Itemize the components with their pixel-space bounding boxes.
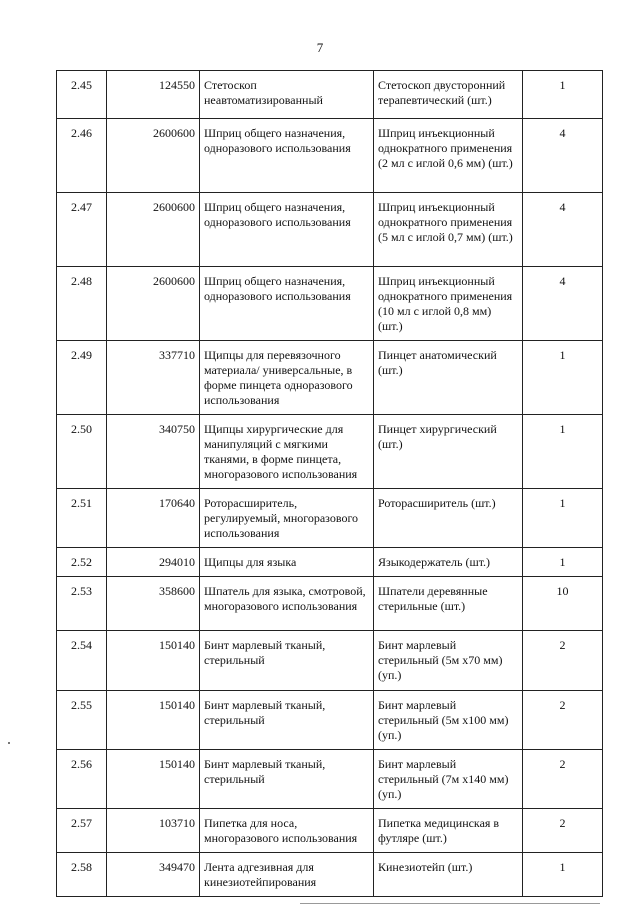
quantity-cell: 4 bbox=[523, 193, 603, 267]
row-number-cell: 2.47 bbox=[57, 193, 107, 267]
quantity-cell: 2 bbox=[523, 750, 603, 809]
product-name-cell: Шприц общего назначения, одноразового использования bbox=[200, 119, 374, 193]
product-code-cell: 124550 bbox=[107, 71, 200, 119]
row-number-cell: 2.54 bbox=[57, 631, 107, 691]
product-code-cell: 2600600 bbox=[107, 193, 200, 267]
quantity-cell: 2 bbox=[523, 631, 603, 691]
table-row bbox=[57, 691, 603, 750]
row-number-cell: 2.46 bbox=[57, 119, 107, 193]
table-row bbox=[57, 809, 603, 853]
row-number-cell: 2.56 bbox=[57, 750, 107, 809]
quantity-cell: 1 bbox=[523, 71, 603, 119]
row-number-cell: 2.52 bbox=[57, 548, 107, 577]
quantity-cell: 4 bbox=[523, 267, 603, 341]
item-description-cell: Шприц инъекционный однократного применения (2 мл с иглой 0,6 мм) (шт.) bbox=[374, 119, 523, 193]
product-name-cell: Щипцы для перевязочного материала/ универсальные, в форме пинцета одноразового использования bbox=[200, 341, 374, 415]
table-row bbox=[57, 267, 603, 341]
scan-artifact bbox=[8, 742, 10, 744]
item-description-cell: Кинезиотейп (шт.) bbox=[374, 853, 523, 897]
product-name-cell: Щипцы хирургические для манипуляций с мягкими тканями, в форме пинцета, многоразового использования bbox=[200, 415, 374, 489]
product-code-cell: 349470 bbox=[107, 853, 200, 897]
table-row bbox=[57, 71, 603, 119]
row-number-cell: 2.45 bbox=[57, 71, 107, 119]
row-number-cell: 2.57 bbox=[57, 809, 107, 853]
product-name-cell: Бинт марлевый тканый, стерильный bbox=[200, 691, 374, 750]
product-name-cell: Бинт марлевый тканый, стерильный bbox=[200, 750, 374, 809]
product-code-cell: 103710 bbox=[107, 809, 200, 853]
product-code-cell: 340750 bbox=[107, 415, 200, 489]
row-number-cell: 2.50 bbox=[57, 415, 107, 489]
quantity-cell: 10 bbox=[523, 577, 603, 631]
table-row bbox=[57, 631, 603, 691]
quantity-cell: 2 bbox=[523, 809, 603, 853]
quantity-cell: 2 bbox=[523, 691, 603, 750]
item-description-cell: Шприц инъекционный однократного применения (10 мл с иглой 0,8 мм) (шт.) bbox=[374, 267, 523, 341]
table-row bbox=[57, 415, 603, 489]
table-row bbox=[57, 750, 603, 809]
product-code-cell: 150140 bbox=[107, 631, 200, 691]
product-code-cell: 2600600 bbox=[107, 267, 200, 341]
item-description-cell: Языкодержатель (шт.) bbox=[374, 548, 523, 577]
item-description-cell: Шпатели деревянные стерильные (шт.) bbox=[374, 577, 523, 631]
product-name-cell: Бинт марлевый тканый, стерильный bbox=[200, 631, 374, 691]
scan-edge-line bbox=[300, 903, 600, 904]
item-description-cell: Бинт марлевый стерильный (5м х70 мм) (уп.) bbox=[374, 631, 523, 691]
product-code-cell: 337710 bbox=[107, 341, 200, 415]
quantity-cell: 1 bbox=[523, 341, 603, 415]
quantity-cell: 4 bbox=[523, 119, 603, 193]
item-description-cell: Бинт марлевый стерильный (7м х140 мм) (уп.) bbox=[374, 750, 523, 809]
product-name-cell: Шпатель для языка, смотровой, многоразового использования bbox=[200, 577, 374, 631]
table-row bbox=[57, 548, 603, 577]
product-code-cell: 294010 bbox=[107, 548, 200, 577]
product-name-cell: Стетоскоп неавтоматизированный bbox=[200, 71, 374, 119]
quantity-cell: 1 bbox=[523, 853, 603, 897]
table-row bbox=[57, 577, 603, 631]
table-row bbox=[57, 489, 603, 548]
row-number-cell: 2.49 bbox=[57, 341, 107, 415]
product-code-cell: 150140 bbox=[107, 691, 200, 750]
item-description-cell: Пипетка медицинская в футляре (шт.) bbox=[374, 809, 523, 853]
product-code-cell: 358600 bbox=[107, 577, 200, 631]
row-number-cell: 2.51 bbox=[57, 489, 107, 548]
item-description-cell: Шприц инъекционный однократного применения (5 мл с иглой 0,7 мм) (шт.) bbox=[374, 193, 523, 267]
equipment-table-body bbox=[57, 71, 603, 897]
product-code-cell: 2600600 bbox=[107, 119, 200, 193]
quantity-cell: 1 bbox=[523, 548, 603, 577]
item-description-cell: Пинцет анатомический (шт.) bbox=[374, 341, 523, 415]
product-name-cell: Шприц общего назначения, одноразового использования bbox=[200, 267, 374, 341]
row-number-cell: 2.53 bbox=[57, 577, 107, 631]
equipment-table bbox=[56, 70, 603, 897]
table-row bbox=[57, 853, 603, 897]
table-row bbox=[57, 341, 603, 415]
item-description-cell: Роторасширитель (шт.) bbox=[374, 489, 523, 548]
quantity-cell: 1 bbox=[523, 489, 603, 548]
table-row bbox=[57, 193, 603, 267]
row-number-cell: 2.48 bbox=[57, 267, 107, 341]
item-description-cell: Стетоскоп двусторонний терапевтический (шт.) bbox=[374, 71, 523, 119]
quantity-cell: 1 bbox=[523, 415, 603, 489]
row-number-cell: 2.58 bbox=[57, 853, 107, 897]
page-number: 7 bbox=[316, 40, 324, 55]
product-name-cell: Роторасширитель, регулируемый, многоразового использования bbox=[200, 489, 374, 548]
product-code-cell: 170640 bbox=[107, 489, 200, 548]
product-code-cell: 150140 bbox=[107, 750, 200, 809]
item-description-cell: Пинцет хирургический (шт.) bbox=[374, 415, 523, 489]
product-name-cell: Пипетка для носа, многоразового использования bbox=[200, 809, 374, 853]
item-description-cell: Бинт марлевый стерильный (5м х100 мм) (уп.) bbox=[374, 691, 523, 750]
product-name-cell: Шприц общего назначения, одноразового использования bbox=[200, 193, 374, 267]
product-name-cell: Лента адгезивная для кинезиотейпирования bbox=[200, 853, 374, 897]
row-number-cell: 2.55 bbox=[57, 691, 107, 750]
product-name-cell: Щипцы для языка bbox=[200, 548, 374, 577]
table-row bbox=[57, 119, 603, 193]
